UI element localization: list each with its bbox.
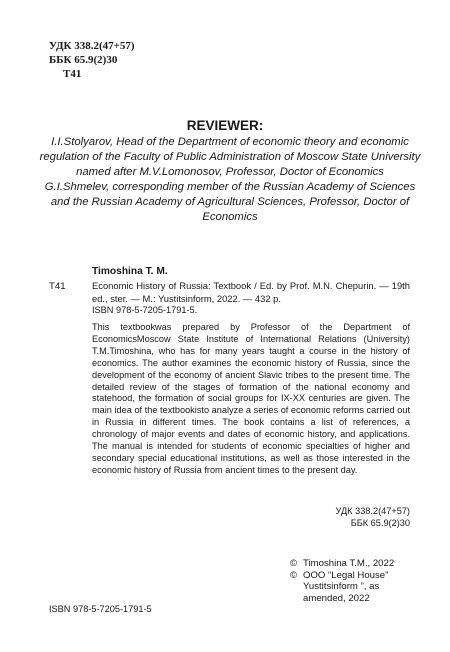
copyright-author: Timoshina T.M., 2022 xyxy=(303,558,395,569)
footer-isbn: ISBN 978-5-7205-1791-5 xyxy=(49,604,152,614)
udk-code: УДК 338.2(47+57) xyxy=(49,40,135,52)
copyright-publisher: OOO “Legal House” Yustitsinform ”, as amended, 2022 xyxy=(303,569,389,604)
bibliography-isbn: ISBN 978-5-7205-1791-5. xyxy=(92,305,198,315)
abstract-text xyxy=(92,322,410,477)
udk-code-right: УДК 338.2(47+57) xyxy=(335,506,410,516)
bbk-code-right: ББК 65.9(2)30 xyxy=(350,518,410,528)
copyright-icon: © xyxy=(290,558,298,569)
reviewer-block xyxy=(34,135,426,225)
reviewer-heading: REVIEWER: xyxy=(186,118,264,133)
bbk-code: ББК 65.9(2)30 xyxy=(49,54,118,66)
copyright-row-2 xyxy=(290,570,420,605)
bibliography-entry: Economic History of Russia: Textbook / Ed. by Prof. M.N. Chepurin. — 19th ed., ster. — M.: Yustitsinform, 2022. — 432 p. xyxy=(92,280,410,304)
bibliography-author: Timoshina T. M. xyxy=(92,266,168,277)
copyright-icon: © xyxy=(290,569,298,581)
reviewer-1: I.I.Stolyarov, Head of the Department of economic theory and economic regulation of the Faculty of Public Administration of Moscow State University named after M.V.Lomonosov, Professor, Doctor of Economics xyxy=(39,136,421,178)
classification-codes xyxy=(49,39,135,81)
abstract-paragraph: This textbookwas prepared by Professor of the Department of EconomicsMoscow State Institute of International Relations (University) T.M.Timoshina, who has for many years taught a course in the history of economics. The author examines the economic history of Russia, since the development of the economy of ancient Slavic tribes to the present time. The detailed review of the stages of formation of the national economy and statehood, the formation of social groups for IX-XX centuries are given. The main idea of the textbookisto analyze a series of economic reforms carried out in Russia in different times. The book contains a list of references, a chronology of major events and dates of economic history, and applications. The manual is intended for students of economic specialties of higher and secondary special educational institutions, as well as those interested in the economic history of Russia from ancient times to the present day. xyxy=(92,322,410,475)
author-mark: Т41 xyxy=(63,68,82,80)
copyright-block xyxy=(290,558,420,604)
reviewer-2: G.I.Shmelev, corresponding member of the Russian Academy of Sciences and the Russian Academy of Agricultural Sciences, Professor, Doctor of Economics xyxy=(44,181,416,223)
classification-codes-right xyxy=(336,505,410,529)
copyright-row-1 xyxy=(290,558,420,570)
bibliography-code: T41 xyxy=(49,281,66,292)
